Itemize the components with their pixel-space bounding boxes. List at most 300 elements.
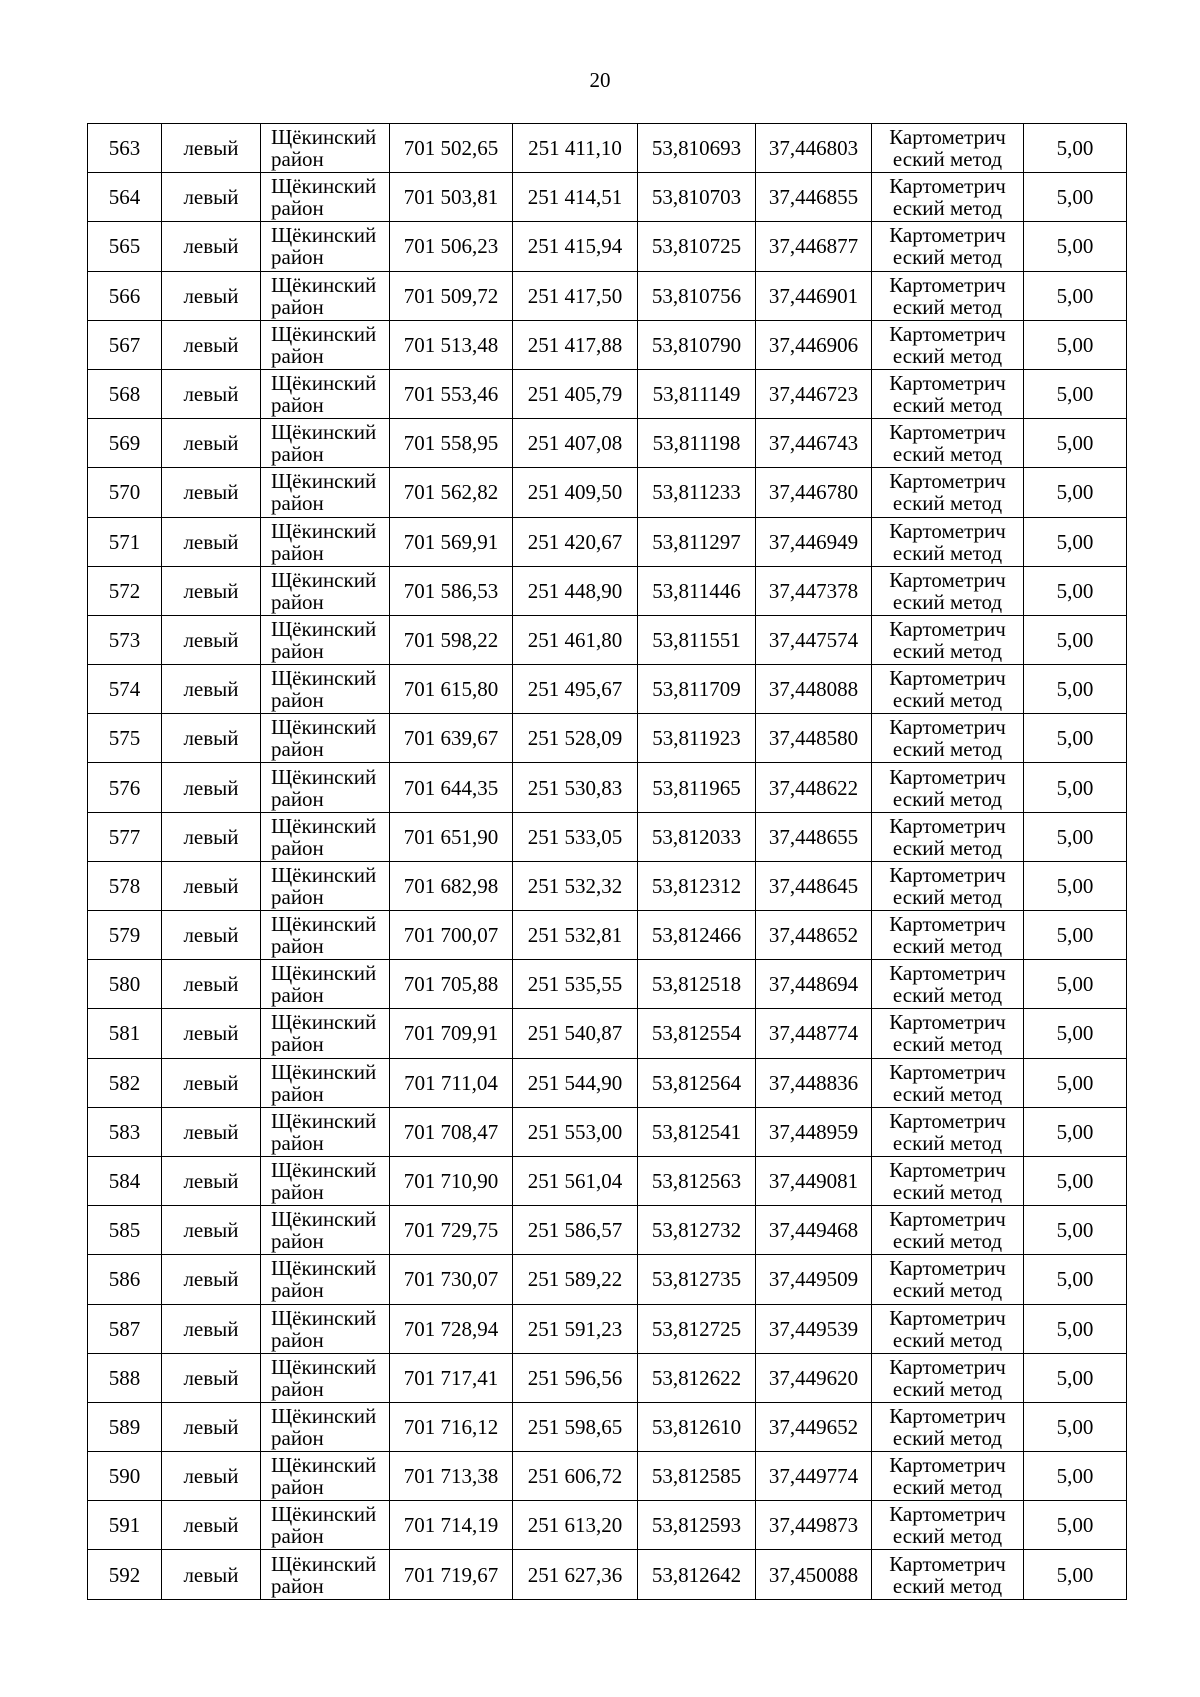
latitude-cell: 53,812732: [638, 1206, 756, 1255]
district-cell: [261, 419, 390, 468]
longitude-cell: 37,449652: [756, 1402, 872, 1451]
latitude-cell: 53,812622: [638, 1353, 756, 1402]
method-line-1: Картометрич: [889, 321, 1006, 346]
x-coordinate-cell: 701 651,90: [390, 812, 513, 861]
method-line-2: еский метод: [892, 1524, 1003, 1549]
x-coordinate-cell: 701 682,98: [390, 861, 513, 910]
y-coordinate-cell: 251 606,72: [513, 1452, 638, 1501]
method-line-1: Картометрич: [889, 1108, 1006, 1133]
accuracy-cell: 5,00: [1024, 1452, 1127, 1501]
method-line-1: Картометрич: [889, 1403, 1006, 1428]
y-coordinate-cell: 251 589,22: [513, 1255, 638, 1304]
district-line-2: район: [271, 1229, 324, 1254]
method-line-2: еский метод: [892, 196, 1003, 221]
side-cell: левый: [162, 124, 261, 173]
point-number-cell: 587: [88, 1304, 162, 1353]
table-row: [88, 1107, 1127, 1156]
method-cell: [872, 1501, 1024, 1550]
latitude-cell: 53,812564: [638, 1058, 756, 1107]
district-line-2: район: [271, 786, 324, 811]
y-coordinate-cell: 251 535,55: [513, 960, 638, 1009]
method-line-2: еский метод: [892, 442, 1003, 467]
method-line-1: Картометрич: [889, 1207, 1006, 1232]
accuracy-cell: 5,00: [1024, 1255, 1127, 1304]
method-cell: [872, 763, 1024, 812]
y-coordinate-cell: 251 540,87: [513, 1009, 638, 1058]
point-number-cell: 581: [88, 1009, 162, 1058]
table-row: [88, 1353, 1127, 1402]
district-line-1: Щёкинский: [271, 961, 377, 986]
method-line-2: еский метод: [892, 786, 1003, 811]
latitude-cell: 53,812610: [638, 1402, 756, 1451]
method-line-1: Картометрич: [889, 223, 1006, 248]
accuracy-cell: 5,00: [1024, 1402, 1127, 1451]
district-cell: [261, 566, 390, 615]
district-line-1: Щёкинский: [271, 764, 377, 789]
x-coordinate-cell: 701 729,75: [390, 1206, 513, 1255]
method-line-1: Картометрич: [889, 1305, 1006, 1330]
table-row: [88, 1156, 1127, 1205]
longitude-cell: 37,446803: [756, 124, 872, 173]
side-cell: левый: [162, 812, 261, 861]
district-line-2: район: [271, 1475, 324, 1500]
district-cell: [261, 714, 390, 763]
method-cell: [872, 665, 1024, 714]
table-row: [88, 960, 1127, 1009]
district-line-2: район: [271, 884, 324, 909]
x-coordinate-cell: 701 730,07: [390, 1255, 513, 1304]
district-cell: [261, 1452, 390, 1501]
district-line-2: район: [271, 1081, 324, 1106]
method-line-1: Картометрич: [889, 1551, 1006, 1576]
district-line-1: Щёкинский: [271, 371, 377, 396]
district-cell: [261, 320, 390, 369]
x-coordinate-cell: 701 711,04: [390, 1058, 513, 1107]
method-line-2: еский метод: [892, 1130, 1003, 1155]
point-number-cell: 566: [88, 271, 162, 320]
table-row: [88, 124, 1127, 173]
table-row: [88, 419, 1127, 468]
table-row: [88, 1206, 1127, 1255]
district-line-1: Щёкинский: [271, 666, 377, 691]
accuracy-cell: 5,00: [1024, 1107, 1127, 1156]
method-line-2: еский метод: [892, 1032, 1003, 1057]
accuracy-cell: 5,00: [1024, 369, 1127, 418]
method-line-2: еский метод: [892, 540, 1003, 565]
method-line-1: Картометрич: [889, 1256, 1006, 1281]
district-cell: [261, 911, 390, 960]
y-coordinate-cell: 251 532,32: [513, 861, 638, 910]
latitude-cell: 53,811149: [638, 369, 756, 418]
method-line-1: Картометрич: [889, 518, 1006, 543]
accuracy-cell: 5,00: [1024, 271, 1127, 320]
longitude-cell: 37,448645: [756, 861, 872, 910]
side-cell: левый: [162, 960, 261, 1009]
method-cell: [872, 369, 1024, 418]
district-line-1: Щёкинский: [271, 469, 377, 494]
method-line-2: еский метод: [892, 589, 1003, 614]
side-cell: левый: [162, 222, 261, 271]
side-cell: левый: [162, 419, 261, 468]
method-cell: [872, 911, 1024, 960]
district-line-2: район: [271, 1130, 324, 1155]
latitude-cell: 53,811233: [638, 468, 756, 517]
district-line-1: Щёкинский: [271, 321, 377, 346]
district-line-2: район: [271, 491, 324, 516]
y-coordinate-cell: 251 405,79: [513, 369, 638, 418]
y-coordinate-cell: 251 411,10: [513, 124, 638, 173]
y-coordinate-cell: 251 448,90: [513, 566, 638, 615]
district-cell: [261, 468, 390, 517]
longitude-cell: 37,448622: [756, 763, 872, 812]
coordinates-table: [87, 123, 1127, 1600]
district-line-1: Щёкинский: [271, 912, 377, 937]
x-coordinate-cell: 701 728,94: [390, 1304, 513, 1353]
method-line-1: Картометрич: [889, 666, 1006, 691]
district-line-2: район: [271, 294, 324, 319]
table-row: [88, 1255, 1127, 1304]
district-line-1: Щёкинский: [271, 1403, 377, 1428]
longitude-cell: 37,448836: [756, 1058, 872, 1107]
side-cell: левый: [162, 566, 261, 615]
point-number-cell: 564: [88, 173, 162, 222]
method-cell: [872, 517, 1024, 566]
side-cell: левый: [162, 320, 261, 369]
district-line-2: район: [271, 688, 324, 713]
district-line-2: район: [271, 147, 324, 172]
latitude-cell: 53,811297: [638, 517, 756, 566]
table-row: [88, 911, 1127, 960]
longitude-cell: 37,448959: [756, 1107, 872, 1156]
method-cell: [872, 124, 1024, 173]
district-cell: [261, 1255, 390, 1304]
side-cell: левый: [162, 1304, 261, 1353]
x-coordinate-cell: 701 509,72: [390, 271, 513, 320]
x-coordinate-cell: 701 714,19: [390, 1501, 513, 1550]
district-line-2: район: [271, 343, 324, 368]
longitude-cell: 37,446949: [756, 517, 872, 566]
side-cell: левый: [162, 173, 261, 222]
district-line-2: район: [271, 245, 324, 270]
latitude-cell: 53,810756: [638, 271, 756, 320]
district-line-1: Щёкинский: [271, 567, 377, 592]
method-cell: [872, 615, 1024, 664]
point-number-cell: 570: [88, 468, 162, 517]
method-line-1: Картометрич: [889, 912, 1006, 937]
x-coordinate-cell: 701 716,12: [390, 1402, 513, 1451]
point-number-cell: 563: [88, 124, 162, 173]
longitude-cell: 37,448774: [756, 1009, 872, 1058]
latitude-cell: 53,811965: [638, 763, 756, 812]
y-coordinate-cell: 251 532,81: [513, 911, 638, 960]
district-line-1: Щёкинский: [271, 272, 377, 297]
district-cell: [261, 615, 390, 664]
x-coordinate-cell: 701 558,95: [390, 419, 513, 468]
accuracy-cell: 5,00: [1024, 1206, 1127, 1255]
longitude-cell: 37,448580: [756, 714, 872, 763]
accuracy-cell: 5,00: [1024, 763, 1127, 812]
latitude-cell: 53,812585: [638, 1452, 756, 1501]
method-line-2: еский метод: [892, 1376, 1003, 1401]
district-line-2: район: [271, 1032, 324, 1057]
x-coordinate-cell: 701 586,53: [390, 566, 513, 615]
y-coordinate-cell: 251 533,05: [513, 812, 638, 861]
x-coordinate-cell: 701 644,35: [390, 763, 513, 812]
x-coordinate-cell: 701 553,46: [390, 369, 513, 418]
table-row: [88, 1550, 1127, 1599]
longitude-cell: 37,446723: [756, 369, 872, 418]
district-line-1: Щёкинский: [271, 1158, 377, 1183]
latitude-cell: 53,811551: [638, 615, 756, 664]
side-cell: левый: [162, 1501, 261, 1550]
district-cell: [261, 1304, 390, 1353]
table-row: [88, 812, 1127, 861]
district-cell: [261, 1206, 390, 1255]
district-cell: [261, 861, 390, 910]
method-line-1: Картометрич: [889, 371, 1006, 396]
page-number: 20: [589, 68, 611, 92]
method-line-2: еский метод: [892, 393, 1003, 418]
district-line-2: район: [271, 983, 324, 1008]
method-line-2: еский метод: [892, 934, 1003, 959]
method-cell: [872, 271, 1024, 320]
point-number-cell: 569: [88, 419, 162, 468]
side-cell: левый: [162, 1402, 261, 1451]
table-row: [88, 1058, 1127, 1107]
y-coordinate-cell: 251 495,67: [513, 665, 638, 714]
method-cell: [872, 861, 1024, 910]
y-coordinate-cell: 251 409,50: [513, 468, 638, 517]
x-coordinate-cell: 701 615,80: [390, 665, 513, 714]
district-line-2: район: [271, 1573, 324, 1598]
method-cell: [872, 566, 1024, 615]
x-coordinate-cell: 701 710,90: [390, 1156, 513, 1205]
method-line-2: еский метод: [892, 147, 1003, 172]
side-cell: левый: [162, 1058, 261, 1107]
accuracy-cell: 5,00: [1024, 1353, 1127, 1402]
latitude-cell: 53,810725: [638, 222, 756, 271]
point-number-cell: 589: [88, 1402, 162, 1451]
district-line-1: Щёкинский: [271, 616, 377, 641]
side-cell: левый: [162, 861, 261, 910]
point-number-cell: 591: [88, 1501, 162, 1550]
point-number-cell: 579: [88, 911, 162, 960]
district-line-1: Щёкинский: [271, 1010, 377, 1035]
district-line-2: район: [271, 1278, 324, 1303]
side-cell: левый: [162, 1156, 261, 1205]
accuracy-cell: 5,00: [1024, 566, 1127, 615]
method-line-2: еский метод: [892, 737, 1003, 762]
district-cell: [261, 1353, 390, 1402]
latitude-cell: 53,811198: [638, 419, 756, 468]
table-row: [88, 1402, 1127, 1451]
method-cell: [872, 960, 1024, 1009]
district-line-1: Щёкинский: [271, 1354, 377, 1379]
district-line-2: район: [271, 589, 324, 614]
latitude-cell: 53,810703: [638, 173, 756, 222]
latitude-cell: 53,812033: [638, 812, 756, 861]
table-row: [88, 517, 1127, 566]
accuracy-cell: 5,00: [1024, 861, 1127, 910]
y-coordinate-cell: 251 415,94: [513, 222, 638, 271]
district-line-1: Щёкинский: [271, 1551, 377, 1576]
longitude-cell: 37,449539: [756, 1304, 872, 1353]
y-coordinate-cell: 251 613,20: [513, 1501, 638, 1550]
point-number-cell: 577: [88, 812, 162, 861]
method-line-2: еский метод: [892, 688, 1003, 713]
table-row: [88, 861, 1127, 910]
district-line-1: Щёкинский: [271, 813, 377, 838]
district-line-1: Щёкинский: [271, 862, 377, 887]
longitude-cell: 37,446906: [756, 320, 872, 369]
side-cell: левый: [162, 1206, 261, 1255]
longitude-cell: 37,449509: [756, 1255, 872, 1304]
method-line-1: Картометрич: [889, 1059, 1006, 1084]
district-cell: [261, 1009, 390, 1058]
method-cell: [872, 1402, 1024, 1451]
method-line-1: Картометрич: [889, 1502, 1006, 1527]
district-line-1: Щёкинский: [271, 223, 377, 248]
table-body: [88, 124, 1127, 1600]
y-coordinate-cell: 251 417,50: [513, 271, 638, 320]
table-row: [88, 566, 1127, 615]
district-line-1: Щёкинский: [271, 174, 377, 199]
table-row: [88, 271, 1127, 320]
x-coordinate-cell: 701 562,82: [390, 468, 513, 517]
y-coordinate-cell: 251 528,09: [513, 714, 638, 763]
latitude-cell: 53,811446: [638, 566, 756, 615]
point-number-cell: 574: [88, 665, 162, 714]
x-coordinate-cell: 701 713,38: [390, 1452, 513, 1501]
longitude-cell: 37,449468: [756, 1206, 872, 1255]
accuracy-cell: 5,00: [1024, 1009, 1127, 1058]
y-coordinate-cell: 251 420,67: [513, 517, 638, 566]
district-cell: [261, 517, 390, 566]
x-coordinate-cell: 701 639,67: [390, 714, 513, 763]
latitude-cell: 53,812312: [638, 861, 756, 910]
point-number-cell: 580: [88, 960, 162, 1009]
method-line-1: Картометрич: [889, 1158, 1006, 1183]
x-coordinate-cell: 701 502,65: [390, 124, 513, 173]
x-coordinate-cell: 701 503,81: [390, 173, 513, 222]
method-line-1: Картометрич: [889, 125, 1006, 150]
side-cell: левый: [162, 1550, 261, 1599]
method-line-1: Картометрич: [889, 1453, 1006, 1478]
district-cell: [261, 1156, 390, 1205]
point-number-cell: 588: [88, 1353, 162, 1402]
table-row: [88, 714, 1127, 763]
y-coordinate-cell: 251 627,36: [513, 1550, 638, 1599]
latitude-cell: 53,812541: [638, 1107, 756, 1156]
accuracy-cell: 5,00: [1024, 812, 1127, 861]
point-number-cell: 592: [88, 1550, 162, 1599]
district-line-1: Щёкинский: [271, 1108, 377, 1133]
y-coordinate-cell: 251 586,57: [513, 1206, 638, 1255]
latitude-cell: 53,811709: [638, 665, 756, 714]
method-line-2: еский метод: [892, 1229, 1003, 1254]
district-line-2: район: [271, 1327, 324, 1352]
method-line-2: еский метод: [892, 1081, 1003, 1106]
table-row: [88, 320, 1127, 369]
longitude-cell: 37,448694: [756, 960, 872, 1009]
x-coordinate-cell: 701 719,67: [390, 1550, 513, 1599]
accuracy-cell: 5,00: [1024, 911, 1127, 960]
latitude-cell: 53,810790: [638, 320, 756, 369]
side-cell: левый: [162, 517, 261, 566]
y-coordinate-cell: 251 544,90: [513, 1058, 638, 1107]
method-cell: [872, 320, 1024, 369]
accuracy-cell: 5,00: [1024, 714, 1127, 763]
side-cell: левый: [162, 271, 261, 320]
table-row: [88, 222, 1127, 271]
side-cell: левый: [162, 369, 261, 418]
longitude-cell: 37,447378: [756, 566, 872, 615]
x-coordinate-cell: 701 598,22: [390, 615, 513, 664]
y-coordinate-cell: 251 598,65: [513, 1402, 638, 1451]
method-line-2: еский метод: [892, 835, 1003, 860]
point-number-cell: 583: [88, 1107, 162, 1156]
district-line-1: Щёкинский: [271, 125, 377, 150]
table-row: [88, 1304, 1127, 1353]
accuracy-cell: 5,00: [1024, 1501, 1127, 1550]
method-cell: [872, 468, 1024, 517]
side-cell: левый: [162, 1009, 261, 1058]
point-number-cell: 568: [88, 369, 162, 418]
y-coordinate-cell: 251 417,88: [513, 320, 638, 369]
method-cell: [872, 1107, 1024, 1156]
longitude-cell: 37,446743: [756, 419, 872, 468]
table-row: [88, 615, 1127, 664]
side-cell: левый: [162, 665, 261, 714]
accuracy-cell: 5,00: [1024, 468, 1127, 517]
accuracy-cell: 5,00: [1024, 222, 1127, 271]
y-coordinate-cell: 251 530,83: [513, 763, 638, 812]
longitude-cell: 37,449620: [756, 1353, 872, 1402]
method-line-2: еский метод: [892, 983, 1003, 1008]
method-cell: [872, 1206, 1024, 1255]
district-line-2: район: [271, 638, 324, 663]
accuracy-cell: 5,00: [1024, 1156, 1127, 1205]
y-coordinate-cell: 251 553,00: [513, 1107, 638, 1156]
district-line-2: район: [271, 540, 324, 565]
latitude-cell: 53,812642: [638, 1550, 756, 1599]
district-cell: [261, 812, 390, 861]
district-line-1: Щёкинский: [271, 1059, 377, 1084]
method-cell: [872, 812, 1024, 861]
point-number-cell: 585: [88, 1206, 162, 1255]
method-cell: [872, 1452, 1024, 1501]
district-cell: [261, 763, 390, 812]
table-row: [88, 173, 1127, 222]
district-line-1: Щёкинский: [271, 1305, 377, 1330]
method-cell: [872, 173, 1024, 222]
latitude-cell: 53,812593: [638, 1501, 756, 1550]
longitude-cell: 37,446855: [756, 173, 872, 222]
district-cell: [261, 173, 390, 222]
longitude-cell: 37,450088: [756, 1550, 872, 1599]
district-cell: [261, 271, 390, 320]
point-number-cell: 572: [88, 566, 162, 615]
district-line-1: Щёкинский: [271, 715, 377, 740]
latitude-cell: 53,810693: [638, 124, 756, 173]
side-cell: левый: [162, 911, 261, 960]
district-line-2: район: [271, 1425, 324, 1450]
method-line-2: еский метод: [892, 491, 1003, 516]
point-number-cell: 578: [88, 861, 162, 910]
latitude-cell: 53,812518: [638, 960, 756, 1009]
district-cell: [261, 665, 390, 714]
latitude-cell: 53,812563: [638, 1156, 756, 1205]
